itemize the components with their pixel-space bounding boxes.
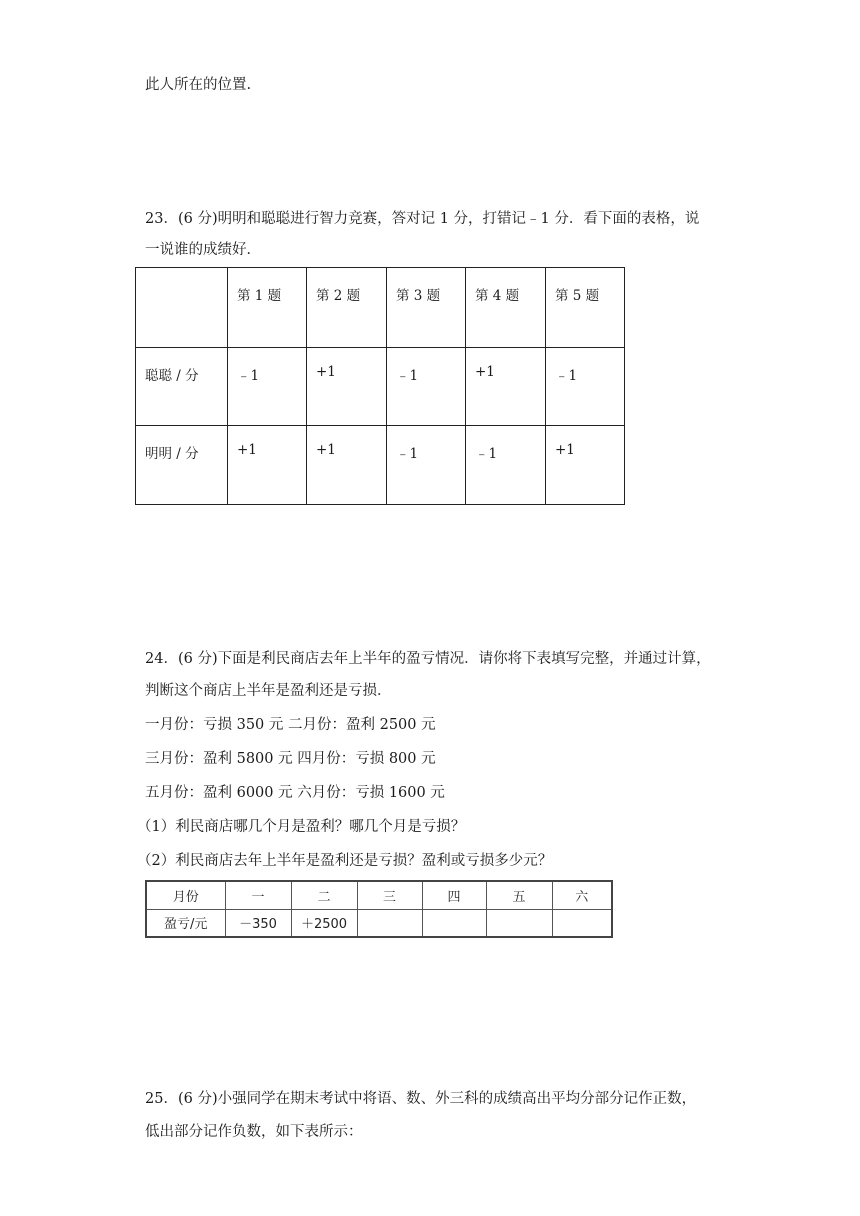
table-cell: ﹣1 [228,348,307,426]
q24-months-1-2: 一月份：亏损 350 元 二月份：盈利 2500 元 [145,717,436,733]
q23-score-table [135,267,625,505]
intro-line: 此人所在的位置. [145,77,252,93]
q24-text-line1: 24．(6 分)下面是利民商店去年上半年的盈亏情况．请你将下表填写完整，并通过计算， [145,651,711,667]
table-cell: ﹣1 [466,426,546,505]
table-cell: ﹣1 [387,426,466,505]
table-row [146,909,612,937]
q24-profit-table [145,880,613,938]
q23-text-line1: 23．(6 分)明明和聪聪进行智力竞赛，答对记 1 分，打错记﹣1 分．看下面的表格，说 [145,211,700,227]
table-cell: 第 4 题 [466,268,546,348]
table-cell [136,268,228,348]
table-cell: 六 [552,881,612,909]
table-row [136,426,625,505]
table-cell [422,909,486,937]
table-cell: 第 2 题 [307,268,387,348]
table-cell: +1 [546,426,625,505]
table-header-row [136,268,625,348]
table-cell: +1 [307,348,387,426]
q25-text-line1: 25．(6 分)小强同学在期末考试中将语、数、外三科的成绩高出平均分部分记作正数， [145,1091,697,1107]
table-cell: ﹣1 [387,348,466,426]
table-cell: 一 [225,881,291,909]
table-cell: 四 [422,881,486,909]
q23-text-line2: 一说谁的成绩好． [145,242,261,258]
table-cell [552,909,612,937]
q24-months-5-6: 五月份：盈利 6000 元 六月份：亏损 1600 元 [145,785,445,801]
table-cell: 第 5 题 [546,268,625,348]
table-header-row [146,881,612,909]
table-cell: +1 [307,426,387,505]
table-cell: 盈亏/元 [146,909,225,937]
q24-subquestion-2: （2）利民商店去年上半年是盈利还是亏损？盈利或亏损多少元？ [137,853,553,869]
q24-text-line2: 判断这个商店上半年是盈利还是亏损． [145,683,392,699]
q24-months-3-4: 三月份：盈利 5800 元 四月份：亏损 800 元 [145,751,436,767]
table-cell: －350 [225,909,291,937]
table-cell: 五 [486,881,552,909]
table-cell: 第 3 题 [387,268,466,348]
table-cell: 第 1 题 [228,268,307,348]
table-cell: 明明 / 分 [136,426,228,505]
table-cell [486,909,552,937]
table-cell: +1 [228,426,307,505]
q25-text-line2: 低出部分记作负数，如下表所示： [145,1124,363,1140]
table-row [136,348,625,426]
table-cell [357,909,422,937]
table-cell: +1 [466,348,546,426]
table-cell: 三 [357,881,422,909]
table-cell: 月份 [146,881,225,909]
table-cell: 二 [291,881,357,909]
table-cell: 聪聪 / 分 [136,348,228,426]
q24-subquestion-1: （1）利民商店哪几个月是盈利？哪几个月是亏损？ [137,819,466,835]
table-cell: ﹣1 [546,348,625,426]
table-cell: ＋2500 [291,909,357,937]
